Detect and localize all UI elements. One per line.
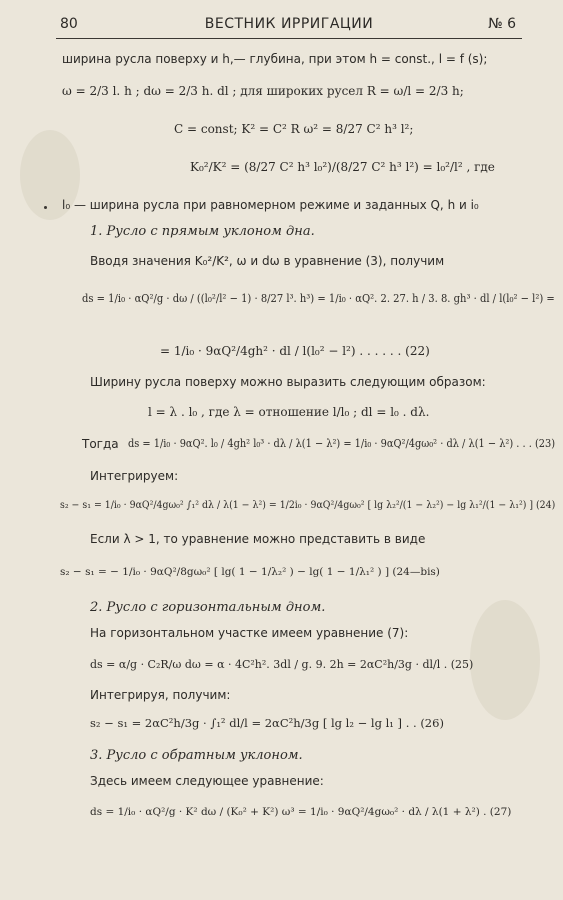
equation-22: = 1/i₀ · 9αQ²/4gh² · dl / l(l₀² − l²) . . . . . . (22) [160,344,430,358]
equation-25: ds = α/g · C₂R/ω dω = α · 4C²h². 3dl / g. 9. 2h = 2αC²h/3g · dl/l . (25) [90,658,474,671]
section-1-title: 1. Русло с прямым уклоном дна. [90,224,315,239]
equation-ratio: K₀²/K² = (8/27 C² h³ l₀²)/(8/27 C² h³ l²) = l₀²/l² , где [190,160,495,174]
text-line-horizontal: На горизонтальном участке имеем уравнение (7): [90,626,409,640]
text-line-l0: l₀ — ширина русла при равномерном режиме и заданных Q, h и i₀ [62,198,479,212]
paper-stain [470,600,540,720]
equation-26: s₂ − s₁ = 2αC²h/3g · ∫₁² dl/l = 2αC²h/3g [ lg l₂ − lg l₁ ] . . (26) [90,716,444,730]
equation-lambda: l = λ . l₀ , где λ = отношение l/l₀ ; dl = l₀ . dλ. [148,405,430,419]
text-line-width: Ширину русла поверху можно выразить следующим образом: [90,375,486,389]
equation-24: s₂ − s₁ = 1/i₀ · 9αQ²/4gω₀² ∫₁² dλ / λ(1 − λ²) = 1/2i₀ · 9αQ²/4gω₀² [ lg λ₂²/(1 − λ₂²) − lg λ₁²/(1 − λ₁²) ] (24) [60,500,556,511]
equation-23: ds = 1/i₀ · 9αQ². l₀ / 4gh² l₀³ · dλ / λ(1 − λ²) = 1/i₀ · 9αQ²/4gω₀² · dλ / λ(1 − λ²) . . . (23) [128,437,556,450]
text-line-intro: ширина русла поверху и h,— глубина, при этом h = const., l = f (s); [62,52,488,66]
section-3-title: 3. Русло с обратным уклоном. [90,748,303,763]
equation-intro: ω = 2/3 l. h ; dω = 2/3 h. dl ; для широких русел R = ω/l = 2/3 h; [62,84,464,98]
equation-27: ds = 1/i₀ · αQ²/g · K² dω / (K₀² + K²) ω³ = 1/i₀ · 9αQ²/4gω₀² · dλ / λ(1 + λ²) . (27) [90,806,512,818]
text-line-substitution: Вводя значения K₀²/K², ω и dω в уравнение (3), получим [90,254,445,268]
text-line-if-lambda: Если λ > 1, то уравнение можно представить в виде [90,532,426,546]
journal-title: ВЕСТНИК ИРРИГАЦИИ [204,16,374,32]
running-header [56,14,522,39]
page-number: 80 [60,16,78,32]
text-line-integrate: Интегрируем: [90,469,179,483]
equation-24-bis: s₂ − s₁ = − 1/i₀ · 9αQ²/8gω₀² [ lg( 1 − 1/λ₂² ) − lg( 1 − 1/λ₁² ) ] (24—bis) [60,566,440,578]
equation-chezy: C = const; K² = C² R ω² = 8/27 C² h³ l²; [174,122,414,136]
equation-ds-expanded: ds = 1/i₀ · αQ²/g · dω / ((l₀²/l² − 1) · 8/27 l³. h³) = 1/i₀ · αQ². 2. 27. h / 3. 8. gh³ · dl / l(l₀² − l²) = [82,292,555,305]
label-then: Тогда [82,437,119,451]
issue-number: № 6 [488,16,516,32]
text-line-integrating: Интегрируя, получим: [90,688,231,702]
section-2-title: 2. Русло с горизонтальным дном. [90,600,326,615]
margin-mark [44,206,47,209]
text-line-here: Здесь имеем следующее уравнение: [90,774,324,788]
